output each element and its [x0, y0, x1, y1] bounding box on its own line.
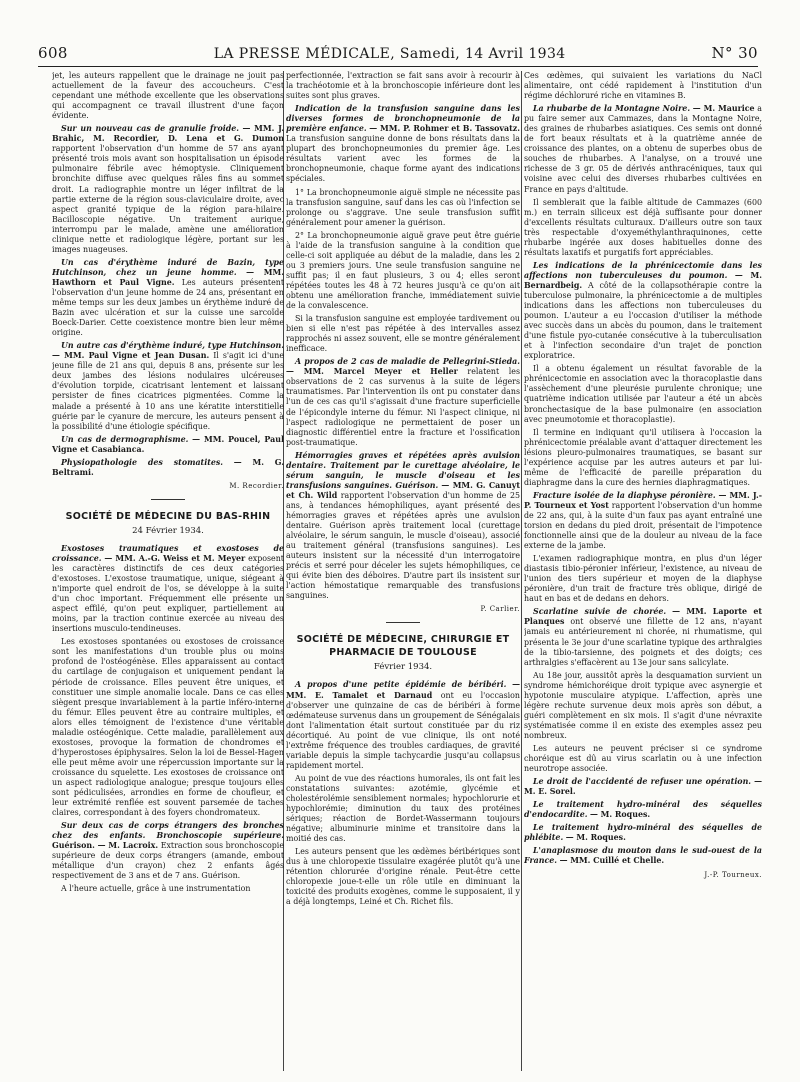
paragraph: Les exostoses spontanées ou exostoses de croissance sont les manifestations d'un trouble plus ou moins profond de l'ostéogénèse. Elles apparaissent au contact du cartilage de conjugaison et uniquement pendant la période de croissance. Elles peuvent être uniques, et constituer une simple anomalie locale. Dans ce cas elles siègent presque invariablement à la partie inféro-interne du fémur. Elles peuvent être au contraire multiples, et alors elles témoignent de l'existence d'une véritable maladie ostéogénique. Cette maladie, parallèlement aux exostoses, provoque la formation de chondromes et d'hyperostoses épiphysaires. Selon la loi de Bessel-Hagen elle peut même avoir une répercussion importante sur la croissance du squelette. Les exostoses de croissance ont un aspect radiologique analogue; presque toujours elles sont pédiculisées, arrondies en forme de choufleur, et leur extrémité renflée est souvent parsemée de taches claires, correspondant à des foyers chondromateux. [52, 637, 284, 818]
article-title: L'anaplasmose du mouton dans le sud-ouest de la France. [524, 846, 762, 866]
article-authors: Guérison. — M. Lacroix. [52, 841, 159, 851]
article [52, 435, 284, 455]
issue-number: N° 30 [711, 44, 758, 62]
article-title: La rhubarbe de la Montagne Noire. [533, 104, 691, 114]
article-title: Un cas de dermographisme. [61, 434, 189, 444]
paragraph: Il termine en indiquant qu'il utilisera à l'occasion la phrénicectomie préalable avant d'attaquer directement les lésions pleuro-pulmonaires traumatiques, se basant sur l'expérience acquise par les autres auteurs et par lui-même de l'efficacité de pareille préparation du diaphragme dans la cure des hernies diaphragmatiques. [524, 427, 762, 487]
article-authors: — MM. Cuillé et Chelle. [559, 856, 665, 866]
article-authors: — MM. E. Tamalet et Darnaud [286, 680, 520, 700]
article-authors: — M. Roques. [565, 833, 626, 843]
separator [386, 622, 420, 623]
article [52, 258, 284, 338]
article-title: Le traitement hydro-minéral des séquelles d'endocardite. [524, 800, 762, 820]
article-text: rapportent l'observation d'un homme de 22 ans, qui, à la suite d'un faux pas ayant entraîné une torsion en dedans du pied droit, présentait de l'impotence fonctionnelle ainsi que de la douleur au niveau de la face externe de la jambe. [524, 500, 762, 551]
society-heading: SOCIÉTÉ DE MÉDECINE, CHIRURGIE ET PHARMACIE DE TOULOUSE [296, 634, 510, 659]
article-text: rapportent l'observation d'un homme de 57 ans ayant présenté trois mois avant son hospitalisation un épisode pulmonaire fébrile avec hémoptysie. Cliniquement bronchite diffuse avec quelques râles fins au sommet droit. La radiographie montre un léger infiltrat de la partie externe de la région sous-claviculaire droite, avec aspect granité typique de la région para-hilaire. Bacilloscopie négative. Un traitement aurique, interrompu par le malade, amène une amélioration clinique nette et radiologique légère, portant sur les images nuageuses. [52, 144, 284, 254]
article-authors: — MM. Paul Vigne et Jean Dusan. [52, 351, 210, 361]
article-authors: — M. G. Beltrami. [52, 457, 284, 477]
paragraph: Ces œdèmes, qui suivaient les variations du NaCl alimentaire, ont cédé rapidement à l'institution d'un régime déchloruré riche en vitamines B. [524, 71, 762, 101]
article [524, 261, 762, 361]
article-text: ont observé une fillette de 12 ans, n'ayant jamais eu antérieurement ni chorée, ni rhumatisme, qui présenta le 3e jour d'une scarlatine typique des arthralgies de la tibio-tarsienne, des poignets et des doigts; ces arthralgies s'effacèrent au 13e jour sans salicylate. [524, 617, 762, 667]
article [286, 451, 520, 602]
article [286, 104, 520, 184]
article-title: A propos de 2 cas de maladie de Pellegrini-Stieda. [295, 357, 520, 367]
article-authors: — MM. Marcel Meyer et Heller [286, 367, 458, 377]
article [286, 680, 520, 770]
paragraph: perfectionnée, l'extraction se fait sans avoir à recourir à la trachéotomie et à la bronchoscopie inférieure dont les suites sont plus graves. [286, 71, 520, 101]
article-text: exposent les caractères distinctifs de ces deux catégories d'exostoses. L'exostose traumatique, unique, siégeant à n'importe quel endroit de l'os, se développe à la suite d'un choc important. Fréquemment elle présente un aspect effilé, qu'on peut expliquer, partiellement au moins, par la traction continue exercée au niveau des insertions musculo-tendineuses. [52, 553, 284, 634]
paragraph: Les auteurs pensent que les œdèmes béribériques sont dus à une chloropexie tissulaire exagérée plutôt qu'à une rétention chlorurée d'origine rénale. Peut-être cette chloropexie joue-t-elle un rôle utile en diminuant la toxicité des produits exogènes, comme le supposaient, il y a déjà longtemps, Leiné et Ch. Richet fils. [286, 847, 520, 907]
article-text: relatent les observations de 2 cas survenus à la suite de légers traumatismes. Par l'intervention ils ont pu constater dans l'un de ces cas qu'il s'agissait d'une fracture superficielle de l'épicondyle interne du fémur. Ni l'aspect clinique, ni l'aspect radiologique ne permettaient de poser un diagnostic différentiel entre la fracture et l'ossification post-traumatique. [286, 367, 520, 447]
article-title: Sur deux cas de corps étrangers des bronches chez des enfants. Bronchoscopie supérieure. [52, 821, 284, 841]
article-text: Les auteurs présentent l'observation d'un jeune homme de 24 ans, présentant en même temps sur les deux jambes un érythème induré de Bazin avec ulcération et sur la cuisse une sarcoïde Boeck-Darier. Cette coexistence montre bien leur même origine. [52, 277, 284, 338]
article-authors: — MM. Hawthorn et Paul Vigne. [52, 267, 284, 287]
article-title: Le traitement hydro-minéral des séquelles de phlébite. [524, 823, 762, 843]
article [524, 800, 762, 820]
article-authors: — MM. P. Rohmer et B. Tassovatz. [369, 124, 520, 134]
paragraph: 1° La bronchopneumonie aiguë simple ne nécessite pas la transfusion sanguine, sauf dans les cas où l'infection se prolonge ou s'aggrave. Une seule transfusion suffit généralement pour amener la guérison. [286, 187, 520, 227]
paragraph: A l'heure actuelle, grâce à une instrumentation [61, 884, 251, 894]
paragraph: Les auteurs ne peuvent préciser si ce syndrome choréique est dû au virus scarlatin ou à une infection neurotrope associée. [524, 744, 762, 774]
article-title: Fracture isolée de la diaphyse péronière. [533, 490, 716, 500]
article [524, 491, 762, 551]
article [524, 607, 762, 667]
article-title: Scarlatine suivie de chorée. [533, 607, 667, 617]
column-3 [524, 71, 762, 1071]
article-title: Sur un nouveau cas de granulie froide. [61, 124, 240, 134]
article-text: ont eu l'occasion d'observer une quinzaine de cas de béribéri à forme œdémateuse survenus dans un groupement de Sénégalais dont l'alimentation était surtout constituée par du riz décortiqué. Au point de vue clinique, ils ont noté l'extrême fréquence des troubles cardiaques, de gravité variable depuis la simple tachycardie jusqu'au collapsus rapidement mortel. [286, 690, 520, 770]
article-title: Exostoses traumatiques et exostoses de croissance. [52, 543, 284, 563]
article-authors: — MM. Poucel, Paul Vigne et Casabianca. [52, 434, 284, 454]
column-2 [286, 71, 520, 1071]
paragraph: 2° La bronchopneumonie aiguë grave peut être guérie à l'aide de la transfusion sanguine à la condition que celle-ci soit appliquée au début de la maladie, dans les 2 ou 3 premiers jours. Une seule transfusion sanguine ne suffit pas; il en faut plusieurs, 3 ou 4; elles seront répétées toutes les 48 à 72 heures jusqu'à ce qu'on ait obtenu une amélioration franche, immédiatement suivie de la convalescence. [286, 230, 520, 311]
article [52, 821, 284, 881]
article-authors: — MM. G. Canuyt et Ch. Wild [286, 480, 520, 500]
paragraph: Au point de vue des réactions humorales, ils ont fait les constatations suivantes: azotémie, glycémie et cholestérolémie sensiblement normales; hypochlorurie et hypochlorémie; diminution du taux des protéines sériques; réaction de Bordet-Wassermann toujours négative; albuminurie minime et transitoire dans la moitié des cas. [286, 773, 520, 844]
session-date: Février 1934. [373, 662, 433, 673]
article-text: rapportent l'observation d'un homme de 25 ans, à tendances hémophiliques, ayant présenté des hémorragies graves et répétées après une avulsion dentaire. Guérison après traitement local (curettage alvéolaire, le sérum sanguin, le muscle d'oiseau), associé au traitement général (transfusions sanguines). Les auteurs insistent sur la nécessité d'un interrogatoire précis et serré pour déceler les sujets hémophiliques, ce qui évite bien des déboires. D'autre part ils insistent sur l'action hémostatique remarquable des transfusions sanguines. [286, 490, 520, 601]
article-title: Les indications de la phrénicectomie dans les affections non tuberculeuses du poumon. [524, 260, 762, 280]
journal-title: LA PRESSE MÉDICALE, Samedi, 14 Avril 1934 [213, 46, 566, 62]
article-title: Un cas d'érythème induré de Bazin, type Hutchinson, chez un jeune homme. [52, 257, 284, 277]
article-authors: — MM. J. Brahic, M. Recordier, D. Lena et G. Dumon [52, 124, 284, 144]
paragraph: L'examen radiographique montra, en plus d'un léger diastasis tibio-péronier inférieur, l'existence, au niveau de l'union des tiers supérieur et moyen de la diaphyse péronière, d'un trait de fracture très oblique, dirigé de haut en bas et de dedans en dehors. [524, 554, 762, 604]
column-1 [52, 71, 284, 1071]
article [52, 458, 284, 478]
article-title: Physiopathologie des stomatites. [61, 457, 224, 467]
article [52, 341, 284, 431]
article-text: A côté de la collapsothérapie contre la tuberculose pulmonaire, la phrénicectomie a de multiples indications dans les affections non tuberculeuses du poumon. L'auteur a eu l'occasion d'utiliser la méthode avec succès dans un abcès du poumon, dans le traitement d'une fistule pyo-cutanée consécutive à la tuberculisation et à l'infection secondaire d'un trajet de ponction exploratrice. [524, 280, 762, 361]
article-text: La transfusion sanguine donne de bons résultats dans la plupart des bronchopneumonies du premier âge. Les résultats varient avec les formes de la bronchopneumonie, chaque forme ayant des indications spéciales. [286, 134, 520, 184]
article-authors: — MM. A.-G. Weiss et M. Meyer [104, 553, 246, 563]
article-authors: — M. E. Sorel. [524, 777, 762, 797]
page-header [38, 44, 758, 66]
session-date: 24 Février 1934. [132, 525, 204, 536]
article-title: Indication de la transfusion sanguine dans les diverses formes de bronchopneumonie de la première enfance. [286, 104, 520, 134]
paragraph: jet, les auteurs rappellent que le drainage ne jouit pas actuellement de la faveur des accoucheurs. C'est cependant une méthode excellente que les observations qui accompagnent ce travail illustrent d'une façon évidente. [52, 71, 284, 121]
article-authors: — M. Maurice [692, 104, 755, 114]
article-title: Hémorragies graves et répétées après avulsion dentaire. Traitement par le curettage alvéolaire, le sérum sanguin, le muscle d'oiseau et les transfusions sanguines. Guérison. [286, 450, 520, 490]
article [524, 777, 762, 797]
article [52, 124, 284, 255]
paragraph: Il semblerait que la faible altitude de Cammazes (600 m.) en terrain siliceux est déjà suffisante pour donner d'excellents résultats culturaux. D'ailleurs outre son taux très respectable d'oxyeméthylanthraquinones, cette rhubarbe ingérée aux doses habituelles donne des résultats laxatifs et purgatifs fort appréciables. [524, 197, 762, 257]
article-authors: — M. Bernardbeig. [524, 270, 762, 290]
article [524, 846, 762, 866]
signature: J.-P. Tourneux. [704, 870, 762, 879]
article [524, 104, 762, 194]
article-authors: — MM. J.-P. Tourneux et Yost [524, 490, 762, 510]
article-authors: — M. Roques. [590, 810, 651, 820]
article [286, 357, 520, 447]
article-text: a pu faire semer aux Cammazes, dans la Montagne Noire, des graines de rhubarbes asiatiques. Ces semis ont donné de fort beaux résultats et à la quatrième année de croissance des plantes, on a obtenu de superbes obus de souches de rhubarbes. A l'analyse, on a trouvé une richesse de 3 gr. 05 de dérivés anthracéniques, taux qui voisine avec celui des diverses rhubarbes cultivées en France en pays d'altitude. [524, 104, 762, 194]
paragraph: Au 18e jour, aussitôt après la desquamation survient un syndrome hémichoréique droit typique avec asynergie et hypotonie musculaire atypique. L'affection, après une légère rechute survenue deux mois après son début, a guéri complètement en six mois. Il s'agit d'une névraxite systématisée comme il en existe des exemples assez peu nombreux. [524, 670, 762, 740]
column-rule [521, 71, 522, 1071]
article [524, 823, 762, 843]
header-rule [38, 66, 758, 67]
article-title: Un autre cas d'érythème induré, type Hutchinson. [61, 341, 284, 351]
article-title: Le droit de l'accidenté de refuser une opération. [533, 777, 752, 787]
article [52, 544, 284, 634]
society-heading: SOCIÉTÉ DE MÉDECINE DU BAS-RHIN [65, 510, 271, 522]
article-text: Il s'agit ici d'une jeune fille de 21 ans qui, depuis 8 ans, présente sur les deux jambes des lésions nodulaires ulcéreuses d'évolution torpide, cicatrisant lentement et laissant persister de fines cicatrices pigmentées. Comme la malade a présenté à 10 ans une kératite interstitielle guérie par le cyanure de mercure, les auteurs pensent à la possibilité d'une étiologie spécifique. [52, 351, 284, 431]
paragraph: Si la transfusion sanguine est employée tardivement ou bien si elle n'est pas répétée à des intervalles assez rapprochés ni assez souvent, elle se montre généralement inefficace. [286, 314, 520, 354]
article-title: A propos d'une petite épidémie de béribéri. [295, 680, 507, 690]
paragraph: Il a obtenu également un résultat favorable de la phrénicectomie en association avec la thoracoplastie dans l'assèchement d'une pleurésie purulente chronique; une quatrième indication utilisée par l'auteur a été un abcès bronchectasique de la base pulmonaire (en association avec pneumotomie et thoracoplastie). [524, 364, 762, 424]
article-text: Extraction sous bronchoscopie supérieure de deux corps étrangers (amande, embout métallique d'un crayon) chez 2 enfants âgés respectivement de 3 ans et de 7 ans. Guérison. [52, 841, 284, 881]
page-number: 608 [38, 44, 68, 62]
article-authors: — MM. Laporte et Planques [524, 607, 762, 627]
separator [151, 499, 185, 500]
signature: P. Carlier. [480, 605, 520, 614]
signature: M. Recordier. [229, 481, 284, 490]
